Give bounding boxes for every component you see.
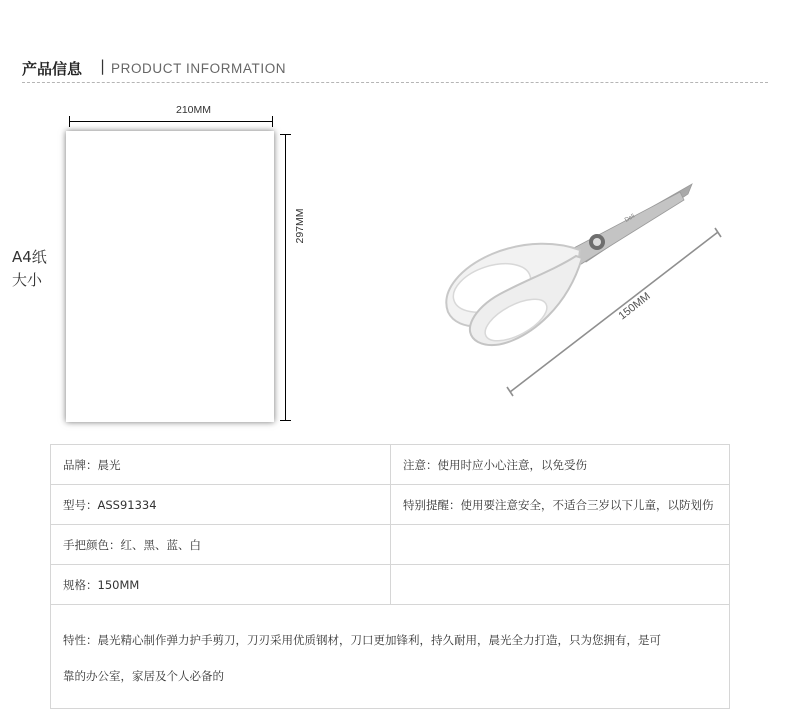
table-row bbox=[51, 605, 730, 709]
spec-features-line2: 靠的办公室，家居及个人必备的 bbox=[63, 668, 224, 683]
table-row bbox=[51, 445, 730, 485]
height-dimension-label: 297MM bbox=[294, 208, 306, 244]
width-dimension-label: 210MM bbox=[176, 104, 212, 116]
width-dimension-line bbox=[69, 121, 273, 122]
scissors-image bbox=[430, 170, 730, 410]
table-row bbox=[51, 485, 730, 525]
spec-features bbox=[51, 605, 730, 709]
spec-caution: 注意：使用时应小心注意，以免受伤 bbox=[391, 445, 730, 485]
title-separator: | bbox=[100, 57, 106, 75]
a4-size-label bbox=[12, 246, 47, 292]
spec-size: 规格：150MM bbox=[51, 565, 391, 605]
spec-handle-colors: 手把颜色：红、黑、蓝、白 bbox=[51, 525, 391, 565]
width-dimension-tick-left bbox=[69, 116, 70, 127]
pivot-screw-center bbox=[593, 238, 601, 246]
a4-size-label-line2: 大小 bbox=[12, 271, 43, 289]
spec-table bbox=[50, 444, 730, 709]
spec-features-line1: 特性：晨光精心制作弹力护手剪刀，刀刃采用优质钢材，刀口更加锋利，持久耐用，晨光全力打造，只为您拥有，是可 bbox=[63, 632, 661, 647]
a4-size-label-line1: A4纸 bbox=[12, 248, 47, 266]
table-row bbox=[51, 565, 730, 605]
height-dimension-line bbox=[285, 134, 286, 421]
spec-special-reminder: 特别提醒：使用要注意安全，不适合三岁以下儿童，以防划伤 bbox=[391, 485, 730, 525]
section-header bbox=[22, 56, 768, 83]
spec-model: 型号：ASS91334 bbox=[51, 485, 391, 525]
a4-paper-sheet bbox=[66, 131, 274, 422]
length-dimension-label: 150MM bbox=[616, 290, 653, 323]
lower-blade bbox=[570, 192, 684, 266]
table-row bbox=[51, 525, 730, 565]
spec-brand: 品牌：晨光 bbox=[51, 445, 391, 485]
length-dimension-tick-start bbox=[507, 387, 513, 396]
section-title-en: PRODUCT INFORMATION bbox=[111, 61, 287, 76]
length-dimension-tick-end bbox=[715, 228, 721, 237]
height-dimension-tick-top bbox=[280, 134, 291, 135]
blade-brand-text: Deli bbox=[624, 213, 636, 224]
spec-empty-cell bbox=[391, 525, 730, 565]
section-title-cn: 产品信息 bbox=[22, 60, 83, 78]
height-dimension-tick-bottom bbox=[280, 420, 291, 421]
width-dimension-tick-right bbox=[272, 116, 273, 127]
spec-empty-cell bbox=[391, 565, 730, 605]
